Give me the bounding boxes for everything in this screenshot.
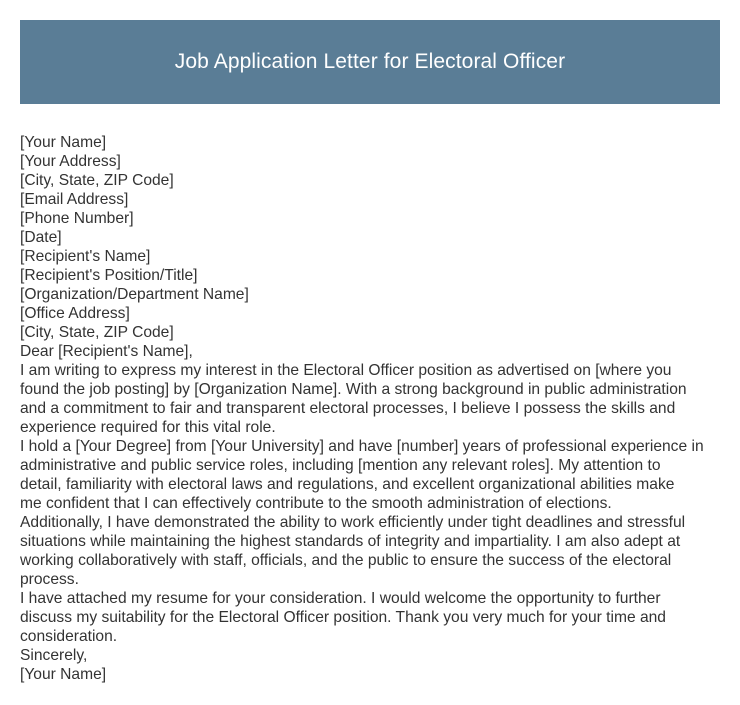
letter-body (20, 133, 724, 684)
recipient-city-state-zip: [City, State, ZIP Code] (20, 324, 174, 341)
paragraph-intro (20, 361, 724, 437)
paragraph-line: detail, familiarity with electoral laws and regulations, and excellent organizational abilities make (20, 476, 675, 493)
paragraph-line: discuss my suitability for the Electoral Officer position. Thank you very much for your time and (20, 609, 666, 626)
sender-email: [Email Address] (20, 191, 129, 208)
paragraph-line: process. (20, 571, 79, 588)
signature-name: [Your Name] (20, 666, 107, 683)
salutation: Dear [Recipient's Name], (20, 343, 193, 360)
recipient-organization: [Organization/Department Name] (20, 286, 249, 303)
paragraph-closing (20, 589, 724, 646)
paragraph-qualifications (20, 437, 724, 589)
recipient-name: [Recipient's Name] (20, 248, 151, 265)
sender-city-state-zip: [City, State, ZIP Code] (20, 172, 174, 189)
paragraph-line: administrative and public service roles, including [mention any relevant roles]. My attention to (20, 457, 661, 474)
sender-address: [Your Address] (20, 153, 121, 170)
paragraph-line: and a commitment to fair and transparent electoral processes, I believe I possess the skills and (20, 400, 676, 417)
letter-header-banner (20, 20, 720, 104)
letter-date: [Date] (20, 229, 62, 246)
sender-phone: [Phone Number] (20, 210, 134, 227)
paragraph-line: I hold a [Your Degree] from [Your University] and have [number] years of professional experience in (20, 438, 704, 455)
paragraph-line: I am writing to express my interest in the Electoral Officer position as advertised on [where you (20, 362, 672, 379)
closing: Sincerely, (20, 647, 88, 664)
paragraph-line: found the job posting] by [Organization Name]. With a strong background in public administration (20, 381, 687, 398)
recipient-address: [Office Address] (20, 305, 130, 322)
recipient-position: [Recipient's Position/Title] (20, 267, 198, 284)
paragraph-line: experience required for this vital role. (20, 419, 276, 436)
paragraph-line: I have attached my resume for your consideration. I would welcome the opportunity to further (20, 590, 661, 607)
sender-name: [Your Name] (20, 134, 107, 151)
paragraph-line: Additionally, I have demonstrated the ability to work efficiently under tight deadlines and stressful (20, 514, 686, 531)
paragraph-line: consideration. (20, 628, 118, 645)
page-title: Job Application Letter for Electoral Officer (174, 50, 566, 73)
paragraph-line: me confident that I can effectively contribute to the smooth administration of elections. (20, 495, 612, 512)
paragraph-line: situations while maintaining the highest standards of integrity and impartiality. I am also adept at (20, 533, 681, 550)
paragraph-line: working collaboratively with staff, officials, and the public to ensure the success of the electoral (20, 552, 672, 569)
